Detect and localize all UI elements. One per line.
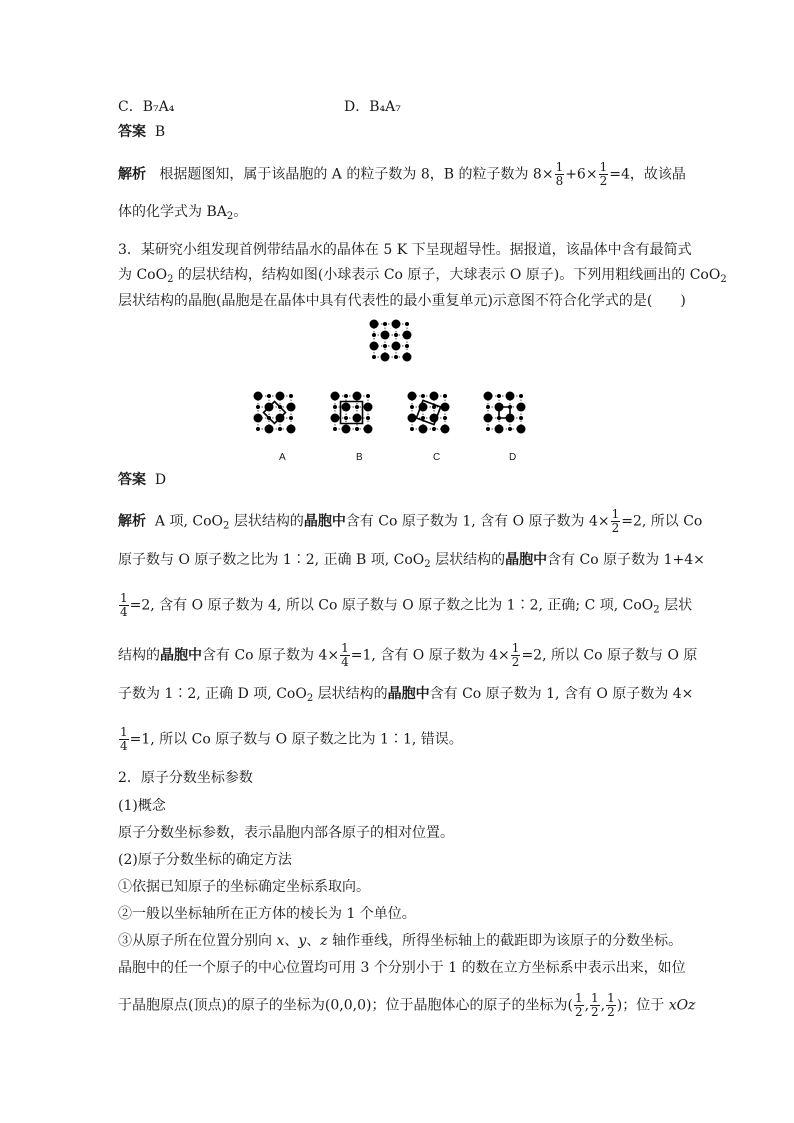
co-atom bbox=[486, 427, 490, 431]
cell-option-d bbox=[484, 392, 526, 434]
analysis-text: =2, 所以 Co 原子数与 O 原 bbox=[521, 647, 698, 664]
analysis-text: =1, 含有 O 原子数为 4× bbox=[350, 647, 510, 664]
analysis-label: 解析 bbox=[118, 166, 146, 183]
subscript: 2 bbox=[306, 693, 314, 704]
figure-label-c: C bbox=[433, 452, 441, 463]
co-atom bbox=[372, 333, 376, 337]
plane-label: xOz bbox=[668, 997, 696, 1014]
analysis-1-line-2 bbox=[118, 202, 247, 227]
subscript: 2 bbox=[167, 274, 174, 285]
fraction: $\frac{1}{4}$ bbox=[341, 641, 349, 669]
question-3-line-3: 层状结构的晶胞(晶胞是在晶体中具有代表性的最小重复单元)示意图不符合化学式的是( ) bbox=[118, 293, 686, 309]
analysis-text: 结构的 bbox=[118, 647, 160, 664]
analysis-text: =4，故该晶 bbox=[609, 166, 686, 183]
o-atom bbox=[381, 331, 390, 340]
analysis-text: 原子数与 O 原子数之比为 1∶2, 正确 B 项, CoO bbox=[118, 552, 425, 568]
co-atom bbox=[383, 322, 387, 326]
method-step-1: ①依据已知原子的坐标确定坐标系取向。 bbox=[118, 879, 370, 895]
o-atom bbox=[430, 392, 439, 401]
fraction: $\frac{1}{4}$ bbox=[120, 591, 128, 619]
co-atom bbox=[383, 344, 387, 348]
o-atom bbox=[484, 392, 493, 401]
analysis-2-line-6 bbox=[118, 726, 463, 753]
o-atom bbox=[517, 425, 526, 434]
option-c: C．B₇A₄ bbox=[118, 99, 175, 115]
co-atom bbox=[366, 416, 370, 420]
co-atom bbox=[405, 344, 409, 348]
co-atom bbox=[344, 416, 348, 420]
o-atom bbox=[342, 425, 351, 434]
co-atom bbox=[267, 394, 271, 398]
axis-z: z bbox=[320, 933, 328, 949]
o-atom bbox=[408, 414, 417, 423]
fraction: $\frac{1}{2}$ bbox=[607, 991, 615, 1019]
answer-1 bbox=[118, 122, 165, 142]
co-atom bbox=[519, 416, 523, 420]
o-atom bbox=[331, 414, 340, 423]
o-atom bbox=[287, 425, 296, 434]
figure-label-b: B bbox=[356, 452, 363, 463]
paragraph-text: 于晶胞原点(顶点)的原子的坐标为(0,0,0)；位于晶胞体心的原子的坐标为( bbox=[118, 997, 573, 1014]
analysis-2-line-3 bbox=[118, 592, 692, 621]
axis-y: y bbox=[298, 933, 307, 949]
method-text: ③从原子所在位置分别向 bbox=[118, 933, 277, 949]
co-atom bbox=[497, 394, 501, 398]
analysis-1-line-1 bbox=[118, 161, 686, 188]
question-3-line-1: 3．某研究小组发现首例带结晶水的晶体在 5 K 下呈现超导性。据报道，该晶体中含有最简式 bbox=[118, 242, 692, 258]
analysis-text: 。 bbox=[233, 204, 248, 220]
subscript: 2 bbox=[424, 559, 431, 570]
o-atom bbox=[484, 414, 493, 423]
answer-value: B bbox=[154, 124, 166, 140]
paragraph-line-2 bbox=[118, 992, 695, 1019]
o-atom bbox=[419, 425, 428, 434]
o-atom bbox=[441, 425, 450, 434]
analysis-text: =2, 所以 Co bbox=[621, 513, 703, 530]
co-atom bbox=[355, 405, 359, 409]
o-atom bbox=[342, 403, 351, 412]
fraction: $\frac{1}{2}$ bbox=[611, 507, 620, 535]
analysis-text: 含有 Co 原子数为 1+4× bbox=[547, 552, 705, 568]
analysis-text: 晶胞中 bbox=[160, 647, 202, 664]
o-atom bbox=[331, 392, 340, 401]
separator: , bbox=[600, 997, 606, 1014]
question-text: 的层状结构，结构如图(小球表示 Co 原子，大球表示 O 原子)。下列用粗线画出的 CoO bbox=[173, 267, 721, 283]
answer-label: 答案 bbox=[118, 472, 146, 488]
o-atom bbox=[403, 353, 412, 362]
method-step-3 bbox=[118, 931, 682, 951]
analysis-text: A 项, CoO bbox=[154, 513, 223, 530]
analysis-text: =1, 所以 Co 原子数与 O 原子数之比为 1∶1, 错误。 bbox=[129, 731, 463, 748]
o-atom bbox=[370, 320, 379, 329]
co-atom bbox=[278, 427, 282, 431]
co-atom bbox=[508, 427, 512, 431]
o-atom bbox=[517, 403, 526, 412]
co-atom bbox=[486, 405, 490, 409]
co-atom bbox=[366, 394, 370, 398]
analysis-2-line-2 bbox=[118, 550, 705, 575]
co-atom bbox=[410, 405, 414, 409]
analysis-2-line-1 bbox=[118, 508, 702, 537]
o-atom bbox=[392, 320, 401, 329]
question-3-line-2 bbox=[118, 265, 727, 290]
co-atom bbox=[405, 322, 409, 326]
question-text: 为 CoO bbox=[118, 267, 168, 283]
analysis-text: 子数为 1∶2, 正确 D 项, CoO bbox=[118, 686, 307, 702]
analysis-text: 层状 bbox=[659, 597, 693, 614]
co-atom bbox=[394, 333, 398, 337]
analysis-text: +6× bbox=[565, 166, 598, 183]
analysis-text: 层状结构的 bbox=[313, 686, 388, 702]
co-atom bbox=[333, 427, 337, 431]
co-atom bbox=[432, 427, 436, 431]
co-atom bbox=[333, 405, 337, 409]
cell-option-b bbox=[331, 392, 373, 434]
fraction: $\frac{1}{4}$ bbox=[120, 725, 128, 753]
analysis-text: 含有 Co 原子数为 4× bbox=[202, 647, 340, 664]
o-atom bbox=[441, 403, 450, 412]
o-atom bbox=[506, 392, 515, 401]
o-atom bbox=[254, 392, 263, 401]
method-step-2: ②一般以坐标轴所在正方体的棱长为 1 个单位。 bbox=[118, 906, 416, 922]
o-atom bbox=[370, 342, 379, 351]
analysis-text: =2, 含有 O 原子数为 4, 所以 Co 原子数与 O 原子数之比为 1∶2, 正确; C 项, CoO bbox=[129, 597, 654, 614]
o-atom bbox=[392, 342, 401, 351]
answer-value: D bbox=[154, 472, 167, 488]
co-atom bbox=[289, 394, 293, 398]
co-atom bbox=[519, 394, 523, 398]
co-atom bbox=[421, 394, 425, 398]
concept-heading: (1)概念 bbox=[118, 798, 166, 814]
cell-option-a bbox=[254, 392, 296, 434]
o-atom bbox=[265, 425, 274, 434]
analysis-text: 层状结构的 bbox=[229, 513, 304, 530]
co-atom bbox=[443, 416, 447, 420]
o-atom bbox=[403, 331, 412, 340]
co-atom bbox=[289, 416, 293, 420]
analysis-text: 体的化学式为 BA bbox=[118, 204, 227, 220]
method-heading: (2)原子分数坐标的确定方法 bbox=[118, 852, 292, 868]
co-atom bbox=[394, 355, 398, 359]
fraction: $\frac{1}{2}$ bbox=[599, 160, 608, 188]
analysis-text: 含有 Co 原子数为 1, 含有 O 原子数为 4× bbox=[345, 513, 610, 530]
method-text: 轴作垂线，所得坐标轴上的截距即为该原子的分数坐标。 bbox=[327, 933, 683, 949]
co-atom bbox=[256, 405, 260, 409]
co-atom bbox=[344, 394, 348, 398]
fraction: $\frac{1}{2}$ bbox=[511, 641, 520, 669]
o-atom bbox=[276, 392, 285, 401]
o-atom bbox=[364, 403, 373, 412]
concept-text: 原子分数坐标参数，表示晶胞内部各原子的相对位置。 bbox=[118, 825, 454, 841]
figure-label-a: A bbox=[279, 452, 286, 463]
o-atom bbox=[254, 414, 263, 423]
analysis-2-line-4 bbox=[118, 642, 697, 669]
o-atom bbox=[364, 425, 373, 434]
structure-diagram bbox=[370, 320, 412, 362]
co-atom bbox=[443, 394, 447, 398]
analysis-text: 晶胞中 bbox=[387, 686, 430, 702]
paragraph-line-1: 晶胞中的任一个原子的中心位置均可用 3 个分别小于 1 的数在立方坐标系中表示出来，如位 bbox=[118, 960, 686, 976]
o-atom bbox=[408, 392, 417, 401]
o-atom bbox=[381, 353, 390, 362]
paragraph-text: )；位于 bbox=[616, 997, 669, 1014]
subscript: 2 bbox=[223, 520, 230, 532]
cell-option-c bbox=[408, 392, 450, 434]
analysis-2-line-5 bbox=[118, 684, 693, 709]
subscript: 2 bbox=[653, 604, 660, 616]
analysis-text: 晶胞中 bbox=[303, 513, 346, 530]
axis-x: x bbox=[276, 933, 285, 949]
analysis-text: 层状结构的 bbox=[430, 552, 506, 568]
fraction: $\frac{1}{2}$ bbox=[574, 991, 583, 1019]
subscript: 2 bbox=[720, 274, 727, 285]
coo2-layer-figure bbox=[240, 318, 560, 468]
option-d: D．B₄A₇ bbox=[344, 99, 401, 115]
answer-2 bbox=[118, 470, 166, 490]
separator: 、 bbox=[284, 933, 299, 949]
co-atom bbox=[355, 427, 359, 431]
o-atom bbox=[353, 414, 362, 423]
co-atom bbox=[410, 427, 414, 431]
o-atom bbox=[353, 392, 362, 401]
subscript: 2 bbox=[226, 211, 234, 222]
co-atom bbox=[256, 427, 260, 431]
analysis-text: 含有 Co 原子数为 1, 含有 O 原子数为 4× bbox=[429, 686, 694, 702]
section-title: 2．原子分数坐标参数 bbox=[118, 770, 253, 786]
answer-label: 答案 bbox=[118, 124, 146, 140]
analysis-text: 晶胞中 bbox=[505, 552, 548, 568]
figure-label-d: D bbox=[509, 452, 517, 463]
fraction: $\frac{1}{8}$ bbox=[555, 160, 564, 188]
separator: , bbox=[584, 997, 590, 1014]
co-atom bbox=[372, 355, 376, 359]
o-atom bbox=[287, 403, 296, 412]
fraction: $\frac{1}{2}$ bbox=[591, 991, 599, 1019]
o-atom bbox=[495, 425, 504, 434]
separator: 、 bbox=[306, 933, 321, 949]
analysis-label: 解析 bbox=[118, 513, 146, 530]
analysis-text: 根据题图知，属于该晶胞的 A 的粒子数为 8，B 的粒子数为 8× bbox=[159, 166, 554, 183]
